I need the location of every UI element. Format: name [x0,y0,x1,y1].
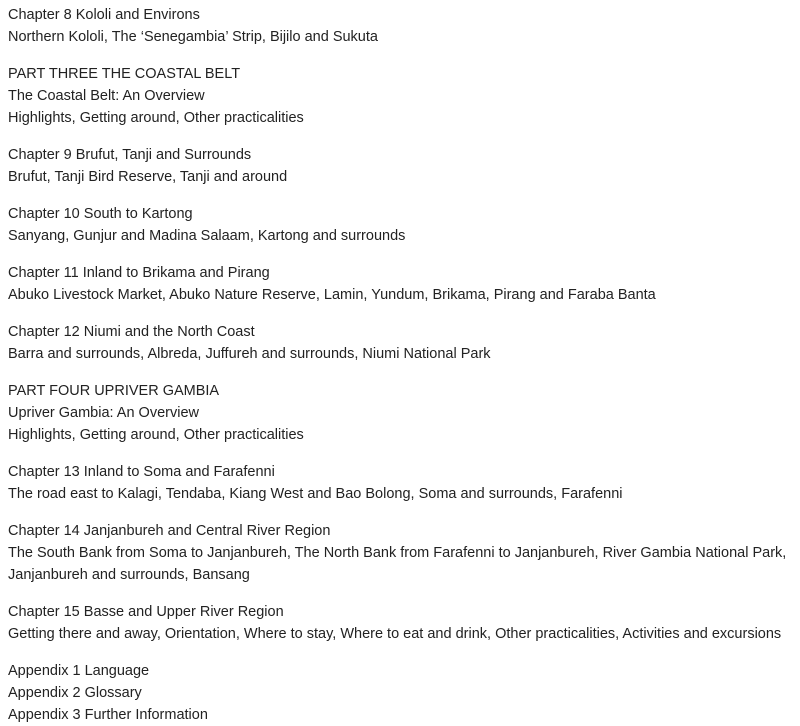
toc-chapter-9 [8,144,792,188]
toc-appendices [8,660,792,726]
appendix-3-title[interactable]: Appendix 3 Further Information [8,707,208,723]
appendix-1-title[interactable]: Appendix 1 Language [8,663,150,679]
chapter-description: The South Bank from Soma to Janjanbureh, The North Bank from Farafenni to Janjanbureh, River Gambia National Park, [8,545,787,561]
section-description: Highlights, Getting around, Other practicalities [8,110,304,126]
appendix-2-title[interactable]: Appendix 2 Glossary [8,685,142,701]
chapter-title[interactable]: Chapter 9 Brufut, Tanji and Surrounds [8,147,252,163]
chapter-description: Getting there and away, Orientation, Where to stay, Where to eat and drink, Other practicalities, Activities and excursions [8,626,782,642]
section-title[interactable]: The Coastal Belt: An Overview [8,88,205,104]
toc-part-three [8,63,792,129]
toc-chapter-11 [8,262,792,306]
chapter-description: The road east to Kalagi, Tendaba, Kiang West and Bao Bolong, Soma and surrounds, Farafenni [8,486,623,502]
chapter-title[interactable]: Chapter 12 Niumi and the North Coast [8,324,255,340]
chapter-title[interactable]: Chapter 15 Basse and Upper River Region [8,604,284,620]
toc-chapter-14 [8,520,792,586]
toc-chapter-15 [8,601,792,645]
chapter-description: Brufut, Tanji Bird Reserve, Tanji and around [8,169,288,185]
chapter-title[interactable]: Chapter 14 Janjanbureh and Central River Region [8,523,331,539]
section-title[interactable]: Upriver Gambia: An Overview [8,405,199,421]
chapter-title[interactable]: Chapter 11 Inland to Brikama and Pirang [8,265,270,281]
chapter-description: Abuko Livestock Market, Abuko Nature Reserve, Lamin, Yundum, Brikama, Pirang and Faraba Banta [8,287,656,303]
chapter-description: Barra and surrounds, Albreda, Juffureh and surrounds, Niumi National Park [8,346,491,362]
chapter-title[interactable]: Chapter 10 South to Kartong [8,206,193,222]
chapter-title[interactable]: Chapter 13 Inland to Soma and Farafenni [8,464,275,480]
part-heading[interactable]: PART THREE THE COASTAL BELT [8,66,241,82]
toc-chapter-10 [8,203,792,247]
chapter-description: Sanyang, Gunjur and Madina Salaam, Kartong and surrounds [8,228,406,244]
chapter-description-continued: Janjanbureh and surrounds, Bansang [8,567,250,583]
toc-chapter-13 [8,461,792,505]
toc-part-four [8,380,792,446]
part-heading[interactable]: PART FOUR UPRIVER GAMBIA [8,383,220,399]
toc-chapter-12 [8,321,792,365]
section-description: Highlights, Getting around, Other practicalities [8,427,304,443]
chapter-description: Northern Kololi, The ‘Senegambia’ Strip, Bijilo and Sukuta [8,29,378,45]
chapter-title[interactable]: Chapter 8 Kololi and Environs [8,7,200,23]
toc-chapter-8 [8,4,792,48]
